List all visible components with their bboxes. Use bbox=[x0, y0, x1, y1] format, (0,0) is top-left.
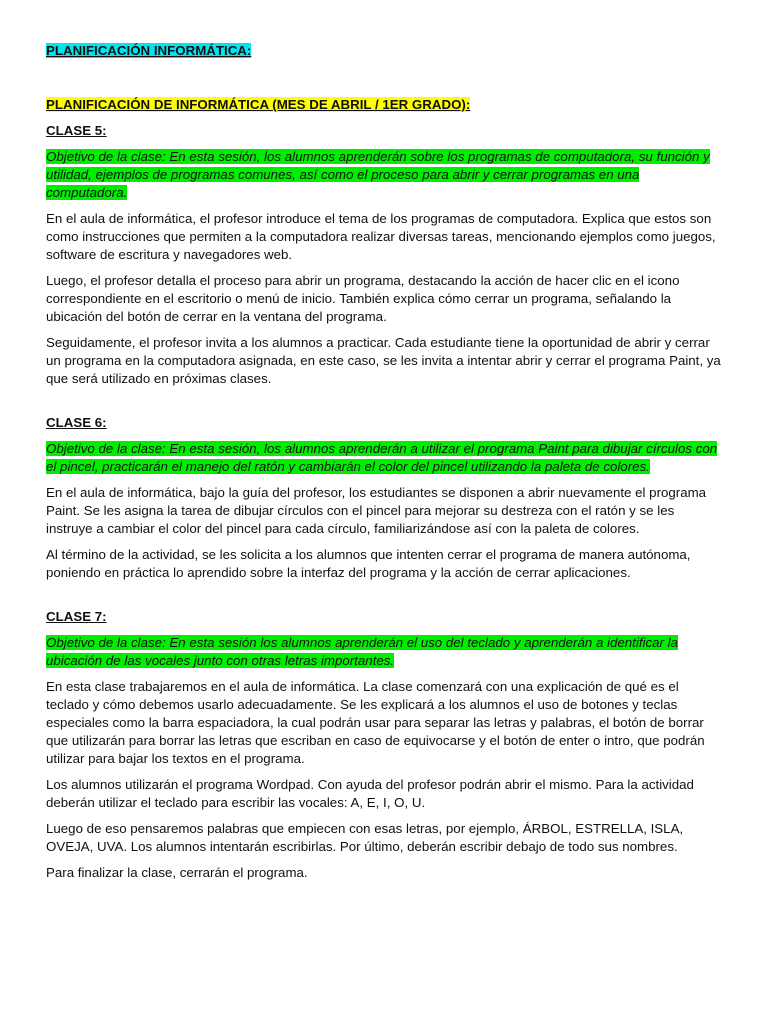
paragraph: Luego de eso pensaremos palabras que empiecen con esas letras, por ejemplo, ÁRBOL, ESTRELLA, ISLA, OVEJA, UVA. Los alumnos intentarán escribirlas. Por último, deberán escribir debajo de todo sus nombres. bbox=[46, 821, 684, 854]
section-label: CLASE 7: bbox=[46, 609, 107, 624]
document-body bbox=[46, 42, 722, 882]
paragraph: Al término de la actividad, se les solicita a los alumnos que intenten cerrar el programa de manera autónoma, poniendo en práctica lo aprendido sobre la interfaz del programa y la acción de cerrar aplicaciones. bbox=[46, 547, 691, 580]
section-clase-6 bbox=[46, 414, 722, 582]
objective-text: Objetivo de la clase: En esta sesión, los alumnos aprenderán a utilizar el programa Paint para dibujar círculos con el pincel, practicarán el manejo del ratón y cambiarán el color del pincel utilizando la paleta de colores. bbox=[46, 441, 718, 474]
heading-line bbox=[46, 96, 722, 114]
section-objective bbox=[46, 440, 722, 476]
document-title: PLANIFICACIÓN INFORMÁTICA: bbox=[46, 43, 252, 58]
section-label: CLASE 6: bbox=[46, 415, 107, 430]
objective-text: Objetivo de la clase: En esta sesión los alumnos aprenderán el uso del teclado y aprenderán a identificar la ubicación de las vocales junto con otras letras importantes. bbox=[46, 635, 678, 668]
paragraph: Luego, el profesor detalla el proceso para abrir un programa, destacando la acción de hacer clic en el icono correspondiente en el escritorio o menú de inicio. También explica cómo cerrar un programa, señalando la ubicación del botón de cerrar en la ventana del programa. bbox=[46, 273, 680, 324]
section-clase-5 bbox=[46, 122, 722, 388]
paragraph: En esta clase trabajaremos en el aula de informática. La clase comenzará con una explicación de qué es el teclado y cómo debemos usarlo adecuadamente. Se les explicará a los alumnos el uso de botones y teclas especiales como la barra espaciadora, la cual podrán usar para separar las letras y palabras, el botón de borrar que utilizarán para borrar las letras que escriban en caso de equivocarse y el botón de enter o intro, que podrán utilizar para bajar los textos en el programa. bbox=[46, 679, 705, 766]
document-heading: PLANIFICACIÓN DE INFORMÁTICA (MES DE ABRIL / 1ER GRADO): bbox=[46, 97, 471, 112]
section-label: CLASE 5: bbox=[46, 123, 107, 138]
paragraph: Seguidamente, el profesor invita a los alumnos a practicar. Cada estudiante tiene la oportunidad de abrir y cerrar un programa en la computadora asignada, en este caso, se les invita a intentar abrir y cerrar el programa Paint, ya que será utilizado en próximas clases. bbox=[46, 335, 721, 386]
objective-text: Objetivo de la clase: En esta sesión, los alumnos aprenderán sobre los programas de computadora, su función y utilidad, ejemplos de programas comunes, así como el proceso para abrir y cerrar programas en una computadora. bbox=[46, 149, 710, 200]
paragraph: En el aula de informática, bajo la guía del profesor, los estudiantes se disponen a abrir nuevamente el programa Paint. Se les asigna la tarea de dibujar círculos con el pincel para mejorar su destreza con el ratón y se les instruye a cambiar el color del pincel para cada círculo, familiarizándose así con la paleta de colores. bbox=[46, 485, 707, 536]
section-clase-7 bbox=[46, 608, 722, 882]
paragraph: En el aula de informática, el profesor introduce el tema de los programas de computadora. Explica que estos son como instrucciones que permiten a la computadora realizar diversas tareas, mencionando ejemplos como juegos, software de escritura y navegadores web. bbox=[46, 211, 716, 262]
paragraph: Los alumnos utilizarán el programa Wordpad. Con ayuda del profesor podrán abrir el mismo. Para la actividad deberán utilizar el teclado para escribir las vocales: A, E, I, O, U. bbox=[46, 777, 694, 810]
section-objective bbox=[46, 634, 722, 670]
section-objective bbox=[46, 148, 722, 202]
title-line bbox=[46, 42, 722, 60]
paragraph: Para finalizar la clase, cerrarán el programa. bbox=[46, 865, 308, 880]
